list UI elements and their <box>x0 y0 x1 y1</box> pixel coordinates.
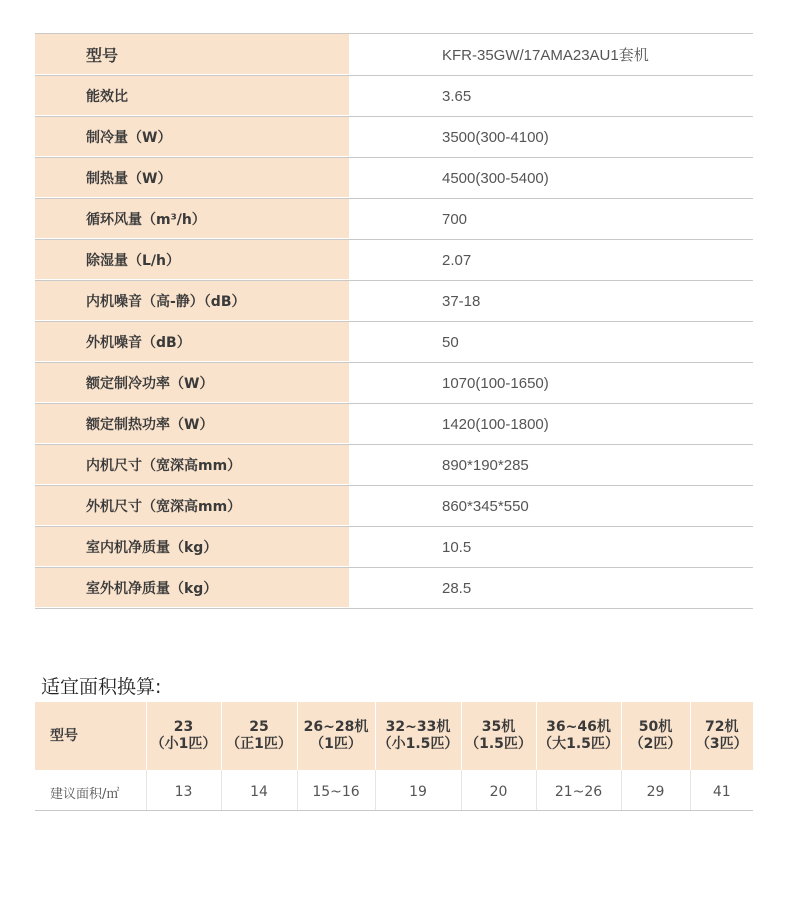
area-header-cell <box>461 702 536 770</box>
spec-row <box>35 568 753 609</box>
area-header-cell <box>536 702 621 770</box>
area-header-cell <box>621 702 690 770</box>
area-header-cell <box>690 702 753 770</box>
spec-row <box>35 34 753 76</box>
spec-row <box>35 199 753 240</box>
spec-value: 3.65 <box>442 87 472 105</box>
spec-row <box>35 445 753 486</box>
spec-label: 额定制冷功率（W） <box>35 363 349 403</box>
model-code: 36~46机 <box>546 719 611 735</box>
area-value: 19 <box>375 770 461 811</box>
spec-value: 700 <box>442 210 468 228</box>
model-code: 23 <box>173 719 194 735</box>
spec-value: 50 <box>442 333 459 351</box>
model-code: 25 <box>249 719 269 735</box>
horsepower: （1.5匹） <box>465 736 532 752</box>
spec-label: 内机尺寸（宽深高mm） <box>35 445 349 485</box>
spec-value: 890*190*285 <box>442 456 529 474</box>
area-header-label: 型号 <box>35 702 146 770</box>
horsepower: （3匹） <box>695 736 748 752</box>
area-header-cell <box>221 702 297 770</box>
spec-label: 制冷量（W） <box>35 117 349 157</box>
spec-label: 能效比 <box>35 76 349 116</box>
spec-value: 28.5 <box>442 579 472 597</box>
area-value: 21~26 <box>536 770 621 811</box>
model-code: 50机 <box>638 719 673 735</box>
spec-value: 860*345*550 <box>442 497 529 515</box>
spec-value: 3500(300-4100) <box>442 128 549 146</box>
spec-row <box>35 527 753 568</box>
spec-value: 10.5 <box>442 538 472 556</box>
spec-row <box>35 117 753 158</box>
area-value: 41 <box>690 770 753 811</box>
area-row-label: 建议面积/㎡ <box>35 770 146 811</box>
spec-value: 2.07 <box>442 251 472 269</box>
spec-row <box>35 76 753 117</box>
area-value: 29 <box>621 770 690 811</box>
spec-label: 除湿量（L/h） <box>35 240 349 280</box>
area-header-cell <box>146 702 221 770</box>
spec-label: 型号 <box>35 34 349 75</box>
area-value: 13 <box>146 770 221 811</box>
spec-row <box>35 240 753 281</box>
horsepower: （正1匹） <box>226 736 292 752</box>
area-header-cell <box>297 702 375 770</box>
area-table <box>35 702 753 811</box>
spec-label: 制热量（W） <box>35 158 349 198</box>
model-code: 35机 <box>481 719 516 735</box>
spec-row <box>35 486 753 527</box>
spec-label: 内机噪音（高-静）（dB） <box>35 281 349 321</box>
model-code: 72机 <box>705 719 739 735</box>
horsepower: （小1.5匹） <box>377 736 459 752</box>
spec-value: 4500(300-5400) <box>442 169 549 187</box>
spec-label: 室内机净质量（kg） <box>35 527 349 567</box>
spec-row <box>35 363 753 404</box>
spec-label: 循环风量（m³/h） <box>35 199 349 239</box>
spec-row <box>35 322 753 363</box>
spec-label: 室外机净质量（kg） <box>35 568 349 608</box>
horsepower: （小1匹） <box>150 736 217 752</box>
spec-label: 外机尺寸（宽深高mm） <box>35 486 349 526</box>
spec-value: 1420(100-1800) <box>442 415 549 433</box>
model-code: 32~33机 <box>385 719 451 735</box>
area-section-title: 适宜面积换算: <box>41 676 162 698</box>
area-value: 15~16 <box>297 770 375 811</box>
horsepower: （2匹） <box>629 736 682 752</box>
area-value: 20 <box>461 770 536 811</box>
spec-row <box>35 404 753 445</box>
area-value-row <box>35 770 753 811</box>
spec-label: 额定制热功率（W） <box>35 404 349 444</box>
spec-label: 外机噪音（dB） <box>35 322 349 362</box>
spec-value: KFR-35GW/17AMA23AU1套机 <box>442 47 649 64</box>
spec-row <box>35 158 753 199</box>
model-code: 26~28机 <box>303 719 369 735</box>
spec-value: 37-18 <box>442 292 481 310</box>
area-value: 14 <box>221 770 297 811</box>
spec-value: 1070(100-1650) <box>442 374 549 392</box>
spec-row <box>35 281 753 322</box>
horsepower: （大1.5匹） <box>538 736 619 752</box>
spec-table <box>35 33 753 609</box>
area-header-row <box>35 702 753 770</box>
area-header-cell <box>375 702 461 770</box>
horsepower: （1匹） <box>310 736 362 752</box>
